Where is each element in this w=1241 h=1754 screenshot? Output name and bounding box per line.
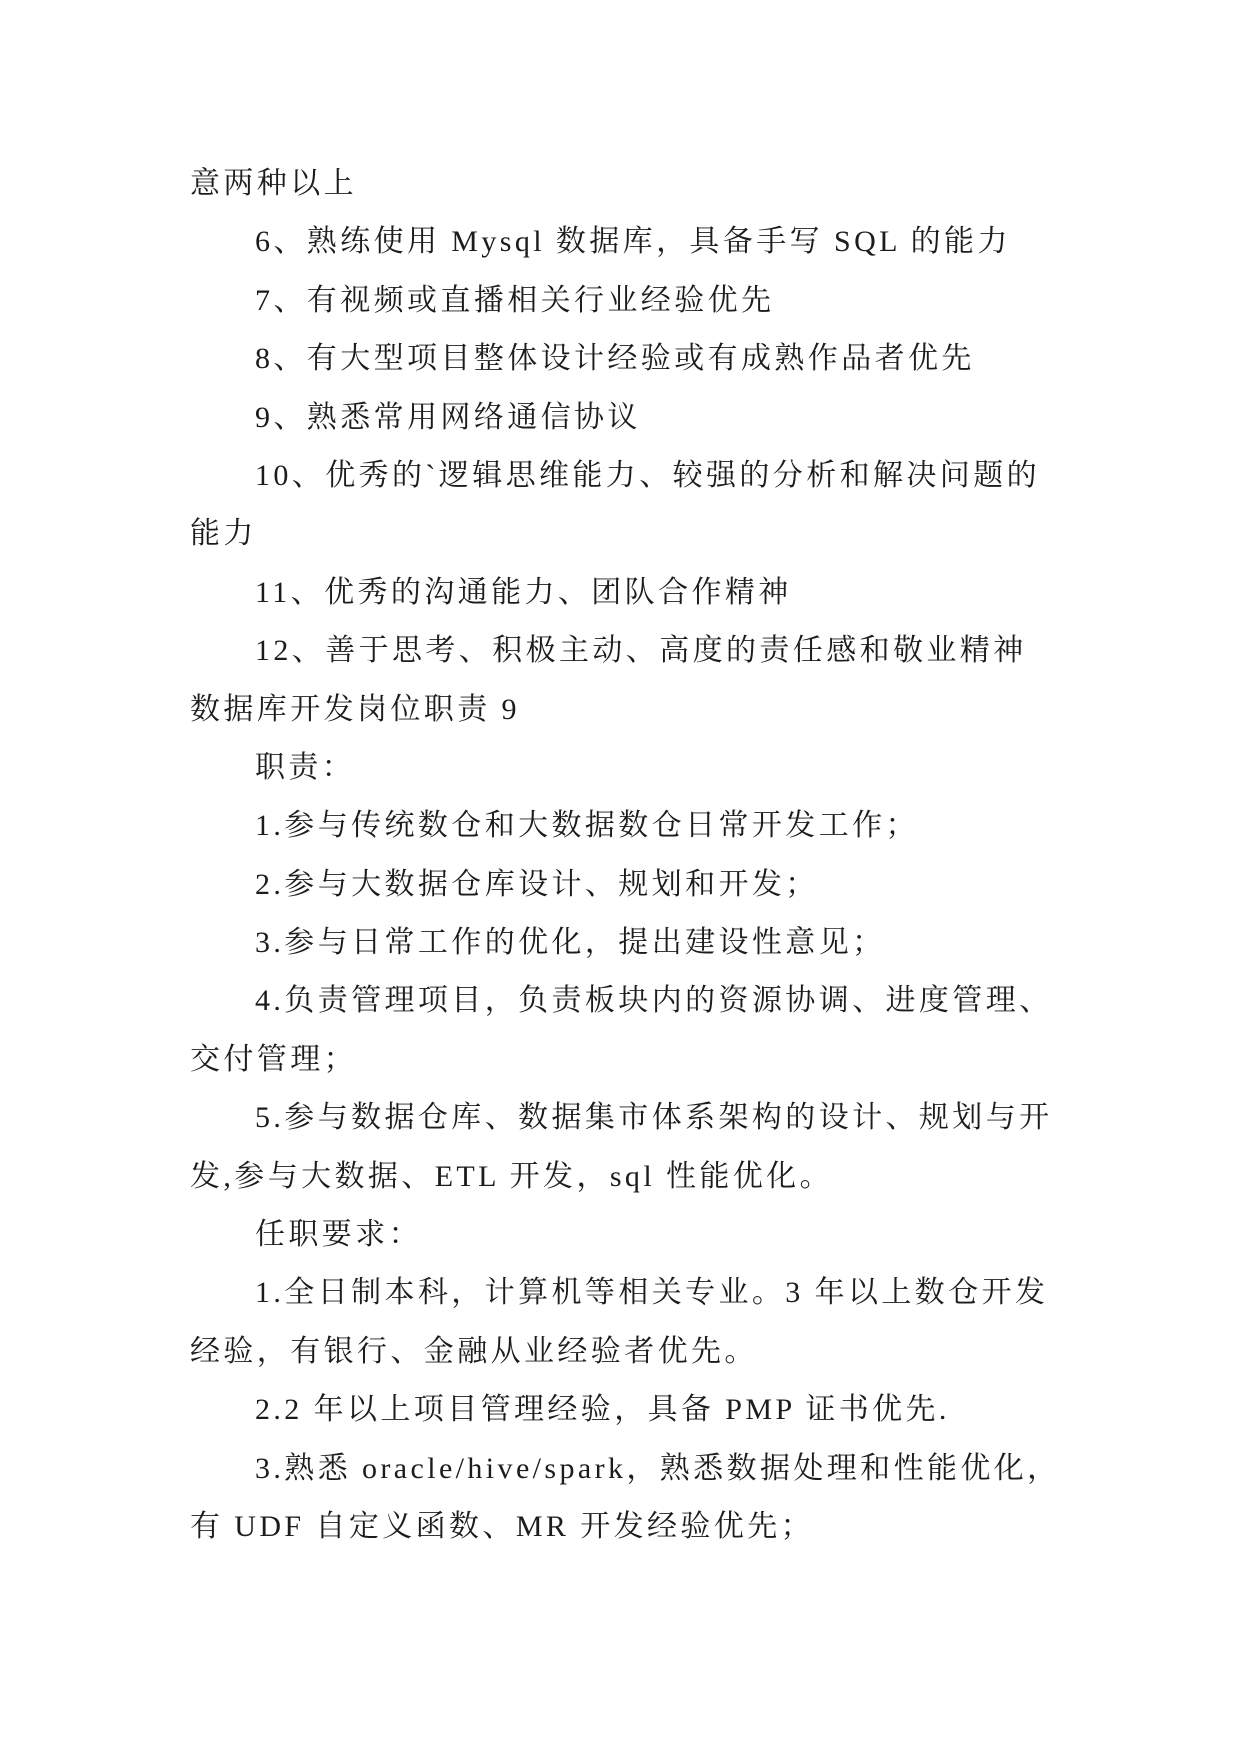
previous-requirements-list: [190, 213, 1090, 680]
list-item-line: 4.负责管理项目，负责板块内的资源协调、进度管理、: [255, 984, 1053, 1018]
list-item: 6、熟练使用 Mysql 数据库，具备手写 SQL 的能力: [255, 225, 1011, 259]
list-item: 2.2 年以上项目管理经验，具备 PMP 证书优先.: [255, 1393, 950, 1427]
list-item-line: 10、优秀的`逻辑思维能力、较强的分析和解决问题的: [255, 458, 1040, 492]
list-item: [190, 1089, 1090, 1206]
list-item: 9、熟悉常用网络通信协议: [255, 400, 641, 434]
list-item-line: 能力: [190, 517, 257, 551]
list-item-line: 经验，有银行、金融从业经验者优先。: [190, 1334, 758, 1368]
list-item: 3.参与日常工作的优化，提出建设性意见；: [255, 926, 886, 960]
requirements-heading: 任职要求：: [255, 1218, 422, 1252]
list-item: [190, 1440, 1090, 1557]
document-body: [190, 155, 1090, 1556]
list-item: 11、优秀的沟通能力、团队合作精神: [255, 575, 792, 609]
list-item: 12、善于思考、积极主动、高度的责任感和敬业精神: [255, 634, 1027, 668]
continued-text: 意两种以上: [190, 167, 357, 200]
list-item-line: 5.参与数据仓库、数据集市体系架构的设计、规划与开: [255, 1101, 1053, 1135]
list-item: [190, 972, 1090, 1089]
list-item: [190, 1264, 1090, 1381]
section-title: 数据库开发岗位职责 9: [190, 692, 520, 726]
list-item: 1.参与传统数仓和大数据数仓日常开发工作；: [255, 809, 919, 843]
list-item: 7、有视频或直播相关行业经验优先: [255, 283, 775, 317]
list-item: [190, 447, 1090, 564]
list-item-line: 有 UDF 自定义函数、MR 开发经验优先；: [190, 1509, 814, 1543]
requirements-section: [190, 1206, 1090, 1556]
duties-section: [190, 739, 1090, 1206]
list-item-line: 发,参与大数据、ETL 开发，sql 性能优化。: [190, 1159, 833, 1193]
list-item-line: 3.熟悉 oracle/hive/spark，熟悉数据处理和性能优化，: [255, 1451, 1061, 1485]
list-item: 8、有大型项目整体设计经验或有成熟作品者优先: [255, 342, 975, 376]
list-item-line: 1.全日制本科，计算机等相关专业。3 年以上数仓开发: [255, 1276, 1049, 1310]
list-item-line: 交付管理；: [190, 1042, 357, 1076]
list-item: 2.参与大数据仓库设计、规划和开发；: [255, 867, 819, 901]
duties-heading: 职责：: [255, 750, 356, 784]
